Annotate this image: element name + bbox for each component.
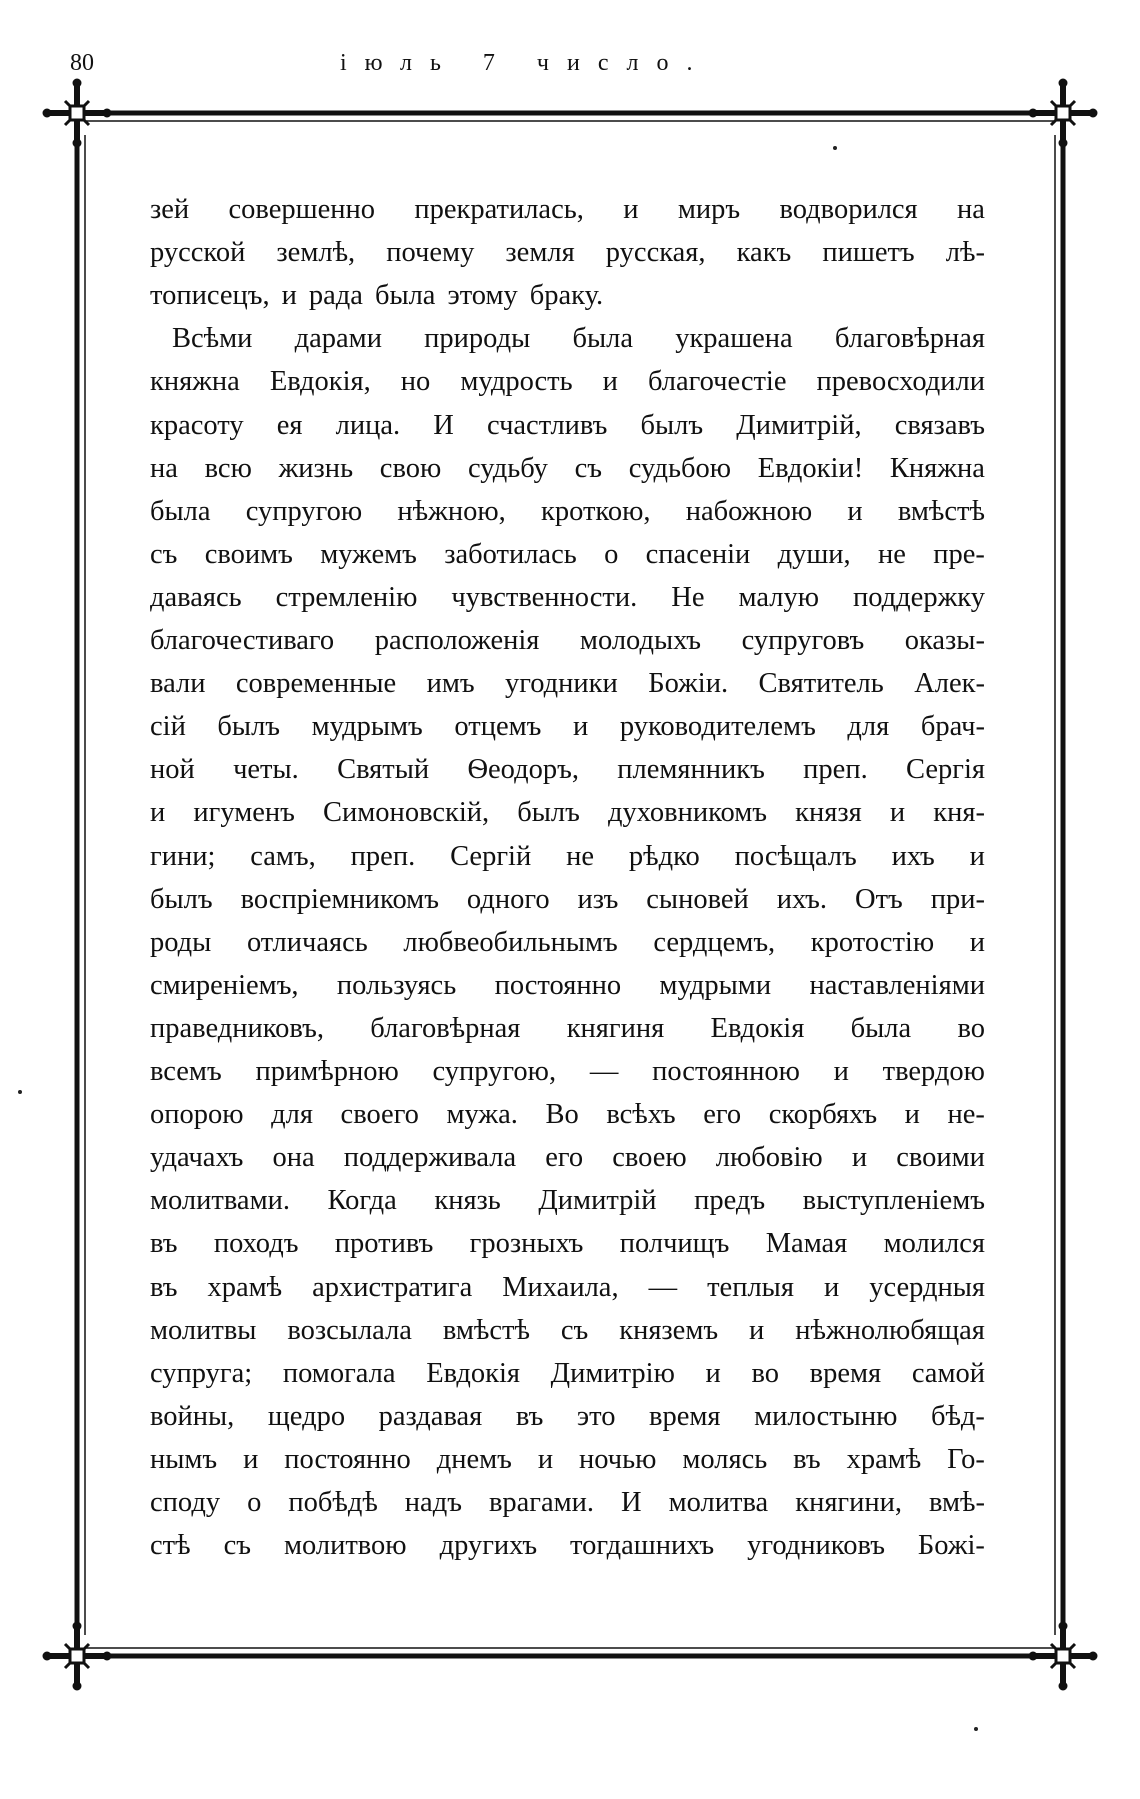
word: Ѳеодоръ, xyxy=(467,754,579,786)
word: малую xyxy=(738,581,819,613)
word: мудрыми xyxy=(659,969,772,1001)
word: время xyxy=(809,1357,882,1389)
word: стремленію xyxy=(275,581,418,613)
word: врагами. xyxy=(488,1487,595,1518)
word: его xyxy=(545,1142,584,1174)
word: судьбою xyxy=(628,452,732,484)
word: Алек- xyxy=(914,668,985,700)
word: нѣжною, xyxy=(397,495,506,527)
word: на xyxy=(150,452,178,484)
text-line xyxy=(150,190,985,230)
word: въ xyxy=(793,1443,821,1475)
word: его xyxy=(703,1099,742,1131)
text-line xyxy=(150,1526,985,1566)
word: жизнь xyxy=(278,452,354,484)
word: и xyxy=(573,711,589,743)
word: четы. xyxy=(233,754,299,786)
word: смиреніемъ, xyxy=(150,969,299,1001)
word: души, xyxy=(777,538,851,570)
word: супругою xyxy=(245,495,363,527)
word: была xyxy=(374,280,436,312)
text-line xyxy=(150,319,985,359)
word: время xyxy=(649,1400,721,1432)
text-line xyxy=(150,1268,985,1308)
word: кротостію xyxy=(810,926,935,958)
word: роды xyxy=(150,926,212,958)
word: съ xyxy=(150,538,178,570)
word: вали xyxy=(150,668,206,700)
word: рѣдко xyxy=(628,840,700,872)
word: былъ xyxy=(217,711,281,743)
word: княжна xyxy=(150,366,240,398)
word: былъ xyxy=(640,409,704,441)
word: вмѣстѣ xyxy=(442,1314,530,1346)
text-line xyxy=(150,1397,985,1437)
word: всю xyxy=(204,452,252,484)
word: во xyxy=(957,1012,985,1044)
word: Сергія xyxy=(906,754,985,786)
word: Во xyxy=(545,1099,579,1131)
word: прекратилась, xyxy=(414,194,584,225)
word: и xyxy=(969,926,985,958)
word: всѣхъ xyxy=(606,1099,676,1131)
text-line xyxy=(150,406,985,446)
word: княземъ xyxy=(619,1314,719,1346)
word: судьбу xyxy=(467,452,548,484)
text-line xyxy=(150,1224,985,1264)
word: храмѣ xyxy=(207,1271,283,1303)
text-line xyxy=(150,1052,985,1092)
corner-ornament-bottom-left xyxy=(43,1622,111,1690)
word: нѣжнолюбящая xyxy=(795,1314,985,1346)
print-speck xyxy=(833,146,837,150)
word: милостыню xyxy=(754,1400,898,1432)
text-line xyxy=(150,880,985,920)
word: раздавая xyxy=(378,1400,483,1432)
word: щедро xyxy=(267,1400,346,1432)
word: супругою, xyxy=(432,1056,557,1087)
word: благовѣрная xyxy=(834,323,985,355)
word: угодники xyxy=(505,668,618,700)
word: ночью xyxy=(579,1443,657,1475)
word: помогала xyxy=(282,1357,396,1389)
word: и xyxy=(889,797,906,829)
word: связавъ xyxy=(894,409,985,441)
word: Димитрію xyxy=(550,1357,675,1389)
word: княгини, xyxy=(795,1487,902,1518)
word: не- xyxy=(947,1099,985,1131)
word: кня- xyxy=(933,797,985,829)
word: ея xyxy=(276,409,303,441)
word: Евдокія, xyxy=(269,366,371,398)
word: набожною xyxy=(685,495,813,527)
word: полчищъ xyxy=(619,1228,730,1260)
word: имъ xyxy=(426,668,475,700)
text-line xyxy=(150,966,985,1006)
text-line xyxy=(150,233,985,273)
word: съ xyxy=(560,1314,589,1346)
word: отцемъ xyxy=(454,711,542,743)
word: супруговъ xyxy=(741,625,865,656)
word: не xyxy=(878,538,906,570)
word: Го- xyxy=(947,1443,985,1475)
word: духовникомъ xyxy=(608,797,768,829)
word: свою xyxy=(379,452,442,484)
word: вмѣ- xyxy=(929,1487,985,1518)
word: побѣдѣ xyxy=(288,1487,378,1518)
word: стѣ xyxy=(150,1530,191,1562)
word: мужа. xyxy=(446,1099,518,1131)
word: и xyxy=(602,366,618,398)
word: и xyxy=(823,1271,840,1303)
word: молитвами. xyxy=(150,1185,290,1217)
page-number: 80 xyxy=(70,50,94,76)
word: красоту xyxy=(150,409,244,441)
word: предъ xyxy=(694,1185,766,1217)
text-line xyxy=(150,535,985,575)
word: Святый xyxy=(337,754,430,786)
word: спасеніи xyxy=(645,538,751,570)
word: была xyxy=(150,495,211,527)
word: примѣрною xyxy=(255,1056,399,1087)
text-line xyxy=(150,1181,985,1221)
word: на xyxy=(957,194,985,225)
word: современные xyxy=(235,668,397,700)
word: миръ xyxy=(677,194,741,225)
word: днемъ xyxy=(436,1443,512,1475)
word: ихъ. xyxy=(776,883,828,915)
text-line xyxy=(150,750,985,790)
word: мудрость xyxy=(460,366,573,398)
word: Когда xyxy=(327,1185,397,1217)
word: и xyxy=(281,280,297,312)
word: любовію xyxy=(715,1142,823,1174)
word: и xyxy=(537,1443,554,1475)
word: теплыя xyxy=(707,1271,794,1303)
word: твердою xyxy=(882,1056,985,1087)
word: изъ xyxy=(577,883,619,915)
word: земля xyxy=(505,237,575,269)
word: и xyxy=(150,797,166,829)
text-line xyxy=(150,923,985,963)
word: благочестиваго xyxy=(150,625,335,656)
word: войны, xyxy=(150,1400,235,1432)
word: превосходили xyxy=(816,366,985,398)
word: Евдокія xyxy=(426,1357,520,1389)
word: Святитель xyxy=(758,668,884,700)
word: и xyxy=(904,1099,920,1131)
word: Димитрій xyxy=(538,1185,657,1217)
word: въ xyxy=(150,1228,178,1260)
word: въ xyxy=(515,1400,544,1432)
word: усердныя xyxy=(869,1271,985,1303)
word: пишетъ xyxy=(822,237,915,269)
text-line xyxy=(150,1354,985,1394)
word: тописецъ, xyxy=(150,280,270,312)
word: этому xyxy=(447,280,518,312)
corner-ornament-top-left xyxy=(43,79,111,147)
word: удачахъ xyxy=(150,1142,244,1174)
word: ной xyxy=(150,754,195,786)
word: была xyxy=(572,323,633,355)
word: архистратига xyxy=(312,1271,473,1303)
word: пре- xyxy=(933,538,985,570)
word: преп. xyxy=(350,840,416,872)
word: своего xyxy=(340,1099,419,1131)
word: Мамая xyxy=(765,1228,848,1260)
word: Не xyxy=(671,581,705,613)
text-line xyxy=(150,1138,985,1178)
word: опорою xyxy=(150,1099,244,1131)
word: кроткою, xyxy=(541,495,651,527)
word: о xyxy=(604,538,619,570)
word: вмѣстѣ xyxy=(897,495,985,527)
text-line xyxy=(150,1009,985,1049)
word: Симоновскій, xyxy=(323,797,490,829)
word: молитвою xyxy=(283,1530,407,1562)
word: землѣ, xyxy=(276,237,356,269)
word: походъ xyxy=(213,1228,299,1260)
word: супруга; xyxy=(150,1357,253,1389)
text-line xyxy=(150,664,985,704)
word: Божіи. xyxy=(648,668,729,700)
word: нымъ xyxy=(150,1443,218,1475)
word: браку. xyxy=(529,280,604,312)
word: поддержку xyxy=(853,581,985,613)
word: пользуясь xyxy=(336,969,457,1001)
word: сыновей xyxy=(646,883,749,915)
word: совершенно xyxy=(228,194,375,225)
word: другихъ xyxy=(439,1530,538,1562)
word: И xyxy=(621,1487,642,1518)
text-line xyxy=(150,621,985,661)
word: храмѣ xyxy=(846,1443,922,1475)
word: русской xyxy=(150,237,246,269)
word: споду xyxy=(150,1487,221,1518)
word: мудрымъ xyxy=(311,711,423,743)
word: племянникъ xyxy=(617,754,765,786)
word: былъ xyxy=(150,883,213,915)
print-speck xyxy=(974,1727,978,1731)
word: но xyxy=(400,366,431,398)
word: выступленіемъ xyxy=(802,1185,985,1217)
word: наставленіями xyxy=(809,969,985,1001)
text-line xyxy=(150,793,985,833)
word: молитвы xyxy=(150,1314,257,1346)
word: тогдашнихъ xyxy=(570,1530,715,1562)
word: своею xyxy=(612,1142,687,1174)
word: была xyxy=(850,1012,912,1044)
word: игуменъ xyxy=(193,797,295,829)
word: Евдокія xyxy=(710,1012,805,1044)
text-line xyxy=(150,492,985,532)
word: природы xyxy=(424,323,531,355)
word: лѣ- xyxy=(945,237,985,269)
word: гини; xyxy=(150,840,216,872)
word: заботилась xyxy=(444,538,577,570)
word: молился xyxy=(883,1228,985,1260)
text-line xyxy=(150,362,985,402)
word: молясь xyxy=(682,1443,768,1475)
word: своимъ xyxy=(204,538,293,570)
word: Всѣми xyxy=(172,323,253,355)
running-head: іюль 7 число. xyxy=(340,50,711,76)
word: княгиня xyxy=(566,1012,665,1044)
word: возсылала xyxy=(287,1314,412,1346)
word: благовѣрная xyxy=(370,1012,521,1044)
text-line xyxy=(150,1095,985,1135)
word: и xyxy=(851,1142,868,1174)
word: — xyxy=(589,1056,619,1087)
word: при- xyxy=(930,883,985,915)
word: И xyxy=(433,409,454,441)
word: и xyxy=(243,1443,259,1475)
word: и xyxy=(623,194,639,225)
word: Сергій xyxy=(450,840,532,872)
word: даваясь xyxy=(150,581,242,613)
word: постоянно xyxy=(284,1443,411,1475)
word: Димитрій, xyxy=(736,409,862,441)
word: въ xyxy=(150,1271,178,1303)
text-line xyxy=(150,578,985,618)
word: лица. xyxy=(335,409,401,441)
word: самой xyxy=(911,1357,985,1389)
print-speck xyxy=(18,1090,22,1094)
word: своими xyxy=(896,1142,985,1174)
word: поддерживала xyxy=(343,1142,517,1174)
corner-ornament-bottom-right xyxy=(1029,1622,1097,1690)
word: о xyxy=(247,1487,262,1518)
word: самъ, xyxy=(250,840,316,872)
word: любвеобильнымъ xyxy=(403,926,618,958)
word: противъ xyxy=(334,1228,434,1260)
word: дарами xyxy=(294,323,382,355)
word: расположенія xyxy=(374,625,540,656)
word: брач- xyxy=(920,711,985,743)
word: князя xyxy=(795,797,862,829)
word: бѣд- xyxy=(930,1400,985,1432)
word: отличаясь xyxy=(246,926,368,958)
word: Михаила, xyxy=(502,1271,619,1303)
word: Божі- xyxy=(917,1530,985,1562)
word: оказы- xyxy=(904,625,985,656)
text-line xyxy=(150,276,985,316)
word: посѣщалъ xyxy=(734,840,857,872)
word: съ xyxy=(223,1530,251,1562)
word: князь xyxy=(434,1185,501,1217)
word: украшена xyxy=(675,323,793,355)
word: преп. xyxy=(803,754,868,786)
text-line xyxy=(150,1440,985,1480)
text-line xyxy=(150,1311,985,1351)
word: угодниковъ xyxy=(747,1530,885,1562)
word: молодыхъ xyxy=(579,625,702,656)
text-line xyxy=(150,1483,985,1523)
word: молитва xyxy=(668,1487,769,1518)
word: и xyxy=(847,495,863,527)
word: одного xyxy=(466,883,550,915)
word: благочестіе xyxy=(647,366,787,398)
text-line xyxy=(150,707,985,747)
word: и xyxy=(833,1056,849,1087)
word: постоянно xyxy=(494,969,622,1001)
text-line xyxy=(150,449,985,489)
text-line xyxy=(150,837,985,877)
word: мужемъ xyxy=(320,538,417,570)
word: почему xyxy=(386,237,475,269)
word: ихъ xyxy=(891,840,935,872)
word: Отъ xyxy=(855,883,903,915)
word: русская, xyxy=(605,237,706,269)
word: и xyxy=(705,1357,721,1389)
word: и xyxy=(969,840,985,872)
word: — xyxy=(648,1271,678,1303)
word: счастливъ xyxy=(486,409,608,441)
word: какъ xyxy=(736,237,792,269)
word: постоянною xyxy=(652,1056,800,1087)
word: Княжна xyxy=(889,452,985,484)
word: скорбяхъ xyxy=(768,1099,878,1131)
word: для xyxy=(271,1099,313,1131)
word: во xyxy=(751,1357,779,1389)
word: съ xyxy=(574,452,603,484)
corner-ornament-top-right xyxy=(1029,79,1097,147)
word: рада xyxy=(308,280,363,312)
word: чувственности. xyxy=(451,581,638,613)
word: не xyxy=(566,840,594,872)
word: Евдокіи! xyxy=(757,452,864,484)
word: руководителемъ xyxy=(619,711,816,743)
word: она xyxy=(272,1142,315,1174)
word: былъ xyxy=(517,797,580,829)
word: зей xyxy=(150,194,190,225)
word: и xyxy=(749,1314,765,1346)
word: грозныхъ xyxy=(469,1228,584,1260)
word: водворился xyxy=(779,194,918,225)
word: сій xyxy=(150,711,186,743)
word: для xyxy=(847,711,890,743)
word: сердцемъ, xyxy=(653,926,776,958)
word: всемъ xyxy=(150,1056,222,1087)
word: воспріемникомъ xyxy=(240,883,439,915)
word: надъ xyxy=(404,1487,462,1518)
word: праведниковъ, xyxy=(150,1012,324,1044)
word: это xyxy=(576,1400,616,1432)
